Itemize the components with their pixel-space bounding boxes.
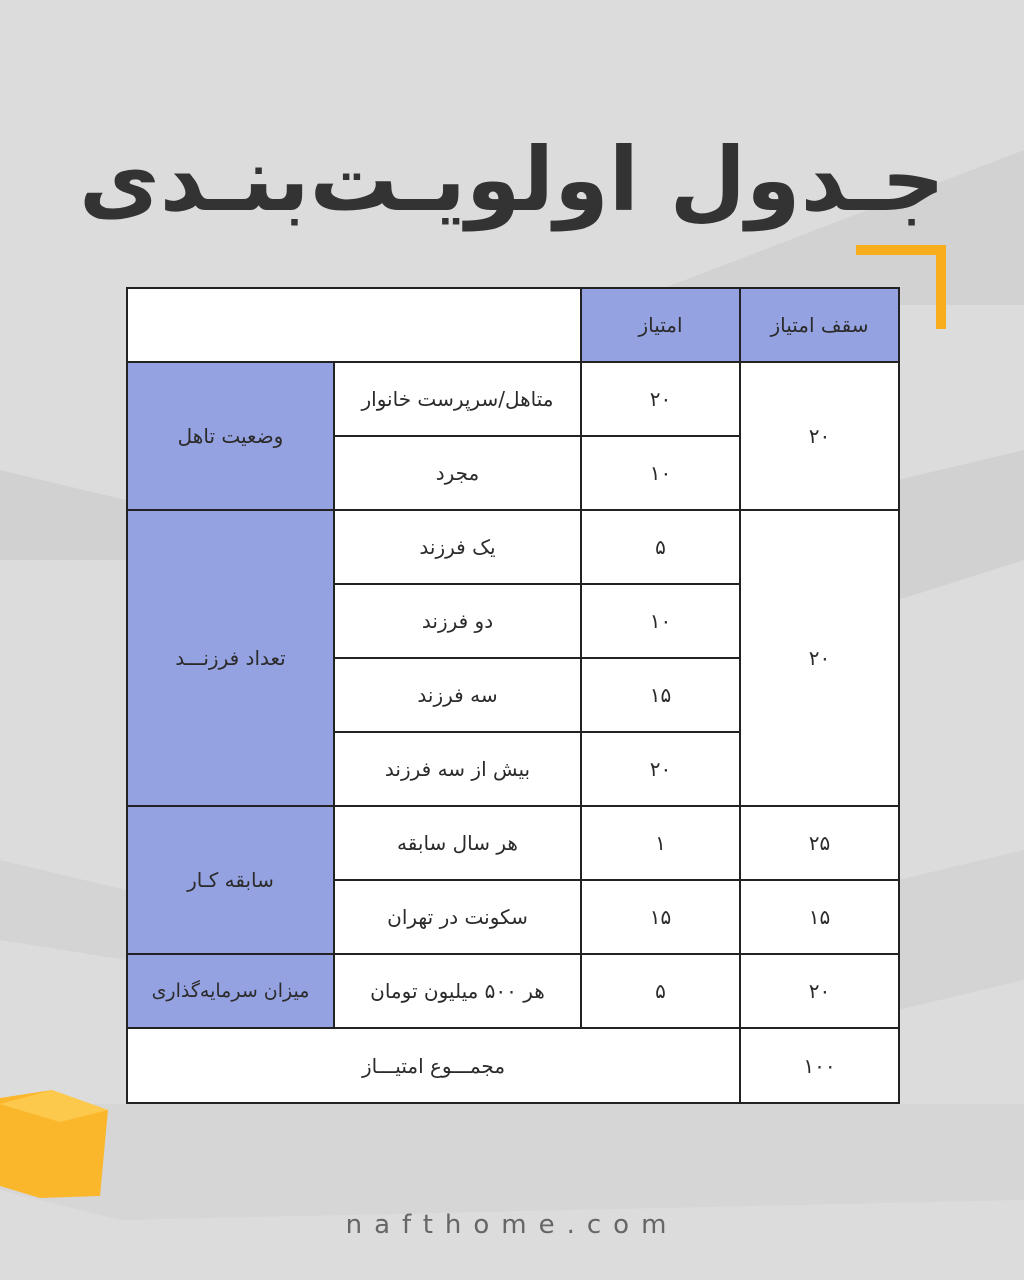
item-label: متاهل/سرپرست خانوار	[334, 362, 581, 436]
priority-table	[126, 287, 900, 1104]
table-row	[127, 362, 899, 436]
group-label: تعداد فرزنـــد	[127, 510, 334, 806]
total-row	[127, 1028, 899, 1103]
score-cell: ۱۰	[581, 584, 740, 658]
score-cell: ۵	[581, 954, 740, 1028]
group-label: سابقه کـار	[127, 806, 334, 954]
header-cap: سقف امتیاز	[740, 288, 899, 362]
cap-cell: ۲۰	[740, 510, 899, 806]
cap-cell: ۲۰	[740, 362, 899, 510]
table-header-row	[127, 288, 899, 362]
header-score: امتیاز	[581, 288, 740, 362]
score-cell: ۱۵	[581, 658, 740, 732]
page-title: جـدول اولویـت‌بنـدی	[79, 128, 945, 231]
score-cell: ۲۰	[581, 362, 740, 436]
footer-website: nafthome.com	[345, 1210, 679, 1240]
item-label: هر سال سابقه	[334, 806, 581, 880]
item-label: هر ۵۰۰ میلیون تومان	[334, 954, 581, 1028]
score-cell: ۱۵	[581, 880, 740, 954]
cap-cell: ۱۵	[740, 880, 899, 954]
table-row	[127, 954, 899, 1028]
table-row	[127, 510, 899, 584]
item-label: دو فرزند	[334, 584, 581, 658]
total-label: مجمـــوع امتیـــاز	[127, 1028, 740, 1103]
group-label: وضعیت تاهل	[127, 362, 334, 510]
total-value: ۱۰۰	[740, 1028, 899, 1103]
item-label: سکونت در تهران	[334, 880, 581, 954]
item-label: مجرد	[334, 436, 581, 510]
score-cell: ۱۰	[581, 436, 740, 510]
item-label: بیش از سه فرزند	[334, 732, 581, 806]
score-cell: ۱	[581, 806, 740, 880]
cap-cell: ۲۵	[740, 806, 899, 880]
header-blank	[127, 288, 581, 362]
cap-cell: ۲۰	[740, 954, 899, 1028]
item-label: سه فرزند	[334, 658, 581, 732]
score-cell: ۲۰	[581, 732, 740, 806]
item-label: یک فرزند	[334, 510, 581, 584]
group-label: میزان سرمایه‌گذاری	[127, 954, 334, 1028]
score-cell: ۵	[581, 510, 740, 584]
table-row	[127, 806, 899, 880]
